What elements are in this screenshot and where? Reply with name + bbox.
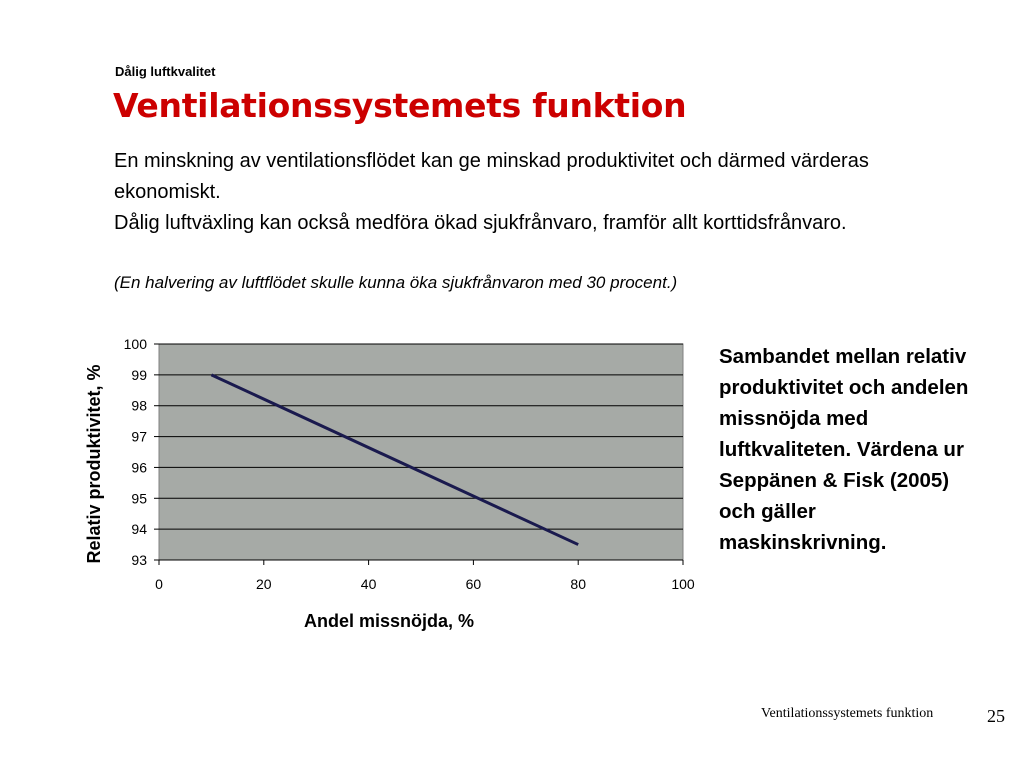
slide-title: Ventilationssystemets funktion bbox=[113, 86, 687, 125]
footer-title: Ventilationssystemets funktion bbox=[761, 706, 934, 721]
x-tick-label: 60 bbox=[465, 576, 482, 592]
y-tick-label: 99 bbox=[131, 366, 147, 383]
italic-note: (En halvering av luftflödet skulle kunna öka sjukfrånvaron med 30 procent.) bbox=[114, 273, 678, 292]
y-axis-label: Relativ produktivitet, % bbox=[84, 364, 104, 564]
x-tick-label: 20 bbox=[256, 576, 272, 592]
x-tick-label: 0 bbox=[155, 576, 163, 592]
x-axis-label: Andel missnöjda, % bbox=[303, 611, 475, 631]
x-tick-label: 100 bbox=[671, 576, 695, 592]
body-paragraph: En minskning av ventilationsflödet kan ge minskad produktivitet och därmed värderas ekonomiskt. bbox=[114, 150, 869, 203]
body-text bbox=[114, 146, 904, 239]
body-paragraph: Dålig luftväxling kan också medföra ökad sjukfrånvaro, framför allt korttidsfrånvaro. bbox=[114, 212, 847, 234]
y-tick-label: 97 bbox=[131, 428, 147, 445]
y-tick-label: 95 bbox=[131, 490, 147, 507]
x-tick-label: 80 bbox=[570, 576, 586, 592]
slide-kicker: Dålig luftkvalitet bbox=[115, 64, 216, 79]
chart-caption: Sambandet mellan relativ produktivitet och andelen missnöjda med luftkvaliteten. Värdena ur Seppänen & Fisk (2005) och gäller maskinskrivning. bbox=[719, 345, 969, 554]
y-tick-label: 100 bbox=[123, 336, 147, 352]
y-tick-label: 94 bbox=[131, 521, 147, 538]
y-tick-label: 93 bbox=[131, 552, 147, 568]
plot-area bbox=[159, 344, 683, 560]
page-number: 25 bbox=[987, 706, 1005, 726]
x-tick-label: 40 bbox=[360, 576, 377, 592]
productivity-chart bbox=[70, 322, 710, 642]
y-tick-label: 98 bbox=[131, 397, 147, 414]
y-tick-label: 96 bbox=[131, 459, 147, 476]
